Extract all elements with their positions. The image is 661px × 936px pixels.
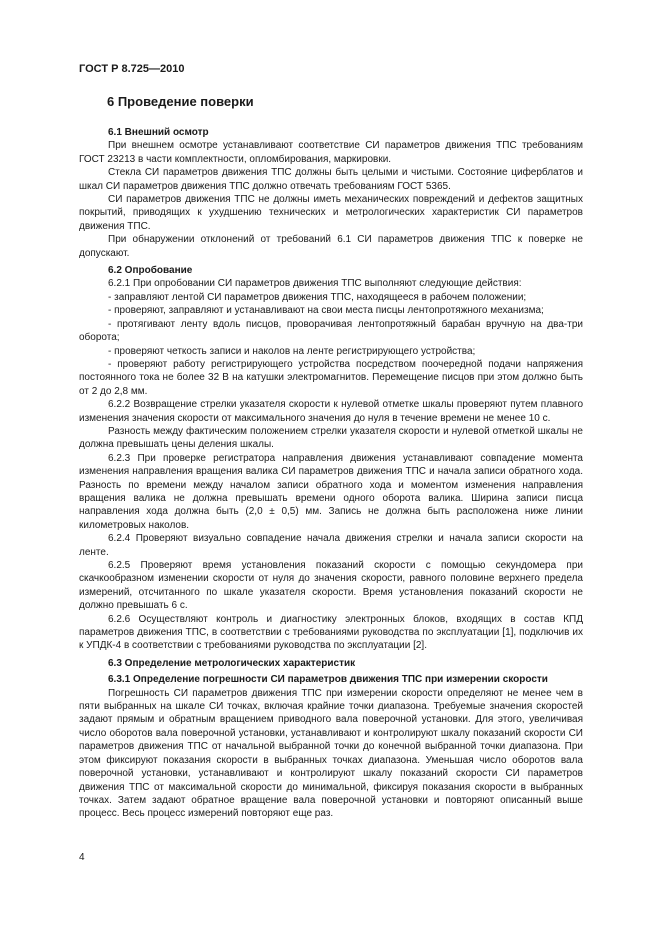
page-number: 4	[79, 852, 85, 863]
section-title: 6 Проведение поверки	[107, 94, 254, 109]
document-body	[79, 126, 583, 821]
paragraph: 6.2.6 Осуществляют контроль и диагностику электронных блоков, входящих в состав КПД параметров движения ТПС, в соответствии с требованиями руководства по эксплуатации [1], подключив их к УПДК-4 в соответствии с требованиями руководства по эксплуатации [2].	[79, 613, 583, 652]
paragraph: - проверяют четкость записи и наколов на ленте регистрирующего устройства;	[108, 345, 476, 357]
paragraph: - проверяют, заправляют и устанавливают на свои места писцы лентопротяжного механизма;	[108, 305, 544, 317]
paragraph: - протягивают ленту вдоль писцов, проворачивая лентопротяжный барабан вручную на два-три оборота;	[79, 318, 583, 344]
paragraph: 6.2.4 Проверяют визуально совпадение начала движения стрелки и начала записи скорости на ленте.	[79, 533, 583, 558]
paragraph: Разность между фактическим положением стрелки указателя скорости и нулевой отметкой шкалы не должна превышать цены деления шкалы.	[79, 425, 583, 451]
paragraph: - заправляют лентой СИ параметров движения ТПС, находящееся в рабочем положении;	[108, 291, 527, 303]
paragraph: 6.2.2 Возвращение стрелки указателя скорости к нулевой отметке шкалы проверяют путем плавного изменения значения скорости от максимального значения до нуля в течение времени не менее 10 с.	[79, 399, 583, 424]
subsection-heading: 6.1 Внешний осмотр	[108, 127, 209, 138]
paragraph: - проверяют работу регистрирующего устройства посредством поочередной подачи напряжения постоянного тока не более 32 В на катушки электромагнитов. Перемещение писцов при этом должно быть от 2 до 2,8 мм.	[79, 358, 583, 397]
paragraph: При внешнем осмотре устанавливают соответствие СИ параметров движения ТПС требованиям ГОСТ 23213 в части комплектности, опломбирования, маркировки.	[79, 140, 583, 165]
subsection-heading: 6.3.1 Определение погрешности СИ параметров движения ТПС при измерении скорости	[108, 674, 548, 686]
paragraph: 6.2.3 При проверке регистратора направления движения устанавливают совпадение момента изменения направления вращения валика СИ параметров движения ТПС и начала записи обратного хода. Разность по времени между началом записи обратного хода и моментом изменения направления вращения валика не должна превышать времени одного оборота валика. Ширина записи писца направления хода должна быть (2,0 ± 0,5) мм. Запись не должна быть расположена ниже линии километровых наколов.	[79, 452, 583, 531]
paragraph: СИ параметров движения ТПС не должны иметь механических повреждений и дефектов защитных покрытий, приводящих к ухудшению технических и метрологических характеристик СИ параметров движения ТПС.	[79, 194, 583, 232]
subsection-heading: 6.3 Определение метрологических характеристик	[108, 657, 356, 669]
paragraph: 6.2.1 При опробовании СИ параметров движения ТПС выполняют следующие действия:	[108, 278, 522, 290]
document-header: ГОСТ Р 8.725—2010	[79, 63, 185, 75]
paragraph: Стекла СИ параметров движения ТПС должны быть целыми и чистыми. Состояние циферблатов и шкал СИ параметров движения ТПС должно отвечать требованиям ГОСТ 5365.	[79, 167, 583, 192]
paragraph: 6.2.5 Проверяют время установления показаний скорости с помощью секундомера при скачкообразном изменении скорости от нуля до значения скорости, равного половине верхнего предела измерений, отсчитанного по шкале указателя скорости. Время установления показаний скорости не должно превышать 6 с.	[79, 560, 583, 612]
paragraph: При обнаружении отклонений от требований 6.1 СИ параметров движения ТПС к поверке не допускают.	[79, 234, 583, 259]
subsection-heading: 6.2 Опробование	[108, 265, 193, 277]
paragraph: Погрешность СИ параметров движения ТПС при измерении скорости определяют не менее чем в пяти выбранных на шкале СИ точках, включая крайние точки диапазона. Требуемые значения скоростей задают прямым и обратным вращением приводного вала поверочной установки. Для этого, увеличивая число оборотов вала поверочной установки, устанавливают и контролируют шкалу показаний скорости СИ параметров движения ТПС от начальной выбранной точки до конечной выбранной точки диапазона. При этом фиксируют показания скорости в выбранных точках диапазона. Уменьшая число оборотов вала поверочной установки, устанавливают и контролируют шкалу показаний скорости СИ параметров движения ТПС от максимальной скорости до минимальной, фиксируя показания скорости в выбранных точках. Затем задают обратное вращение вала поверочной установки и повторяют описанный выше процесс. Весь процесс измерений повторяют еще раз.	[79, 687, 583, 820]
